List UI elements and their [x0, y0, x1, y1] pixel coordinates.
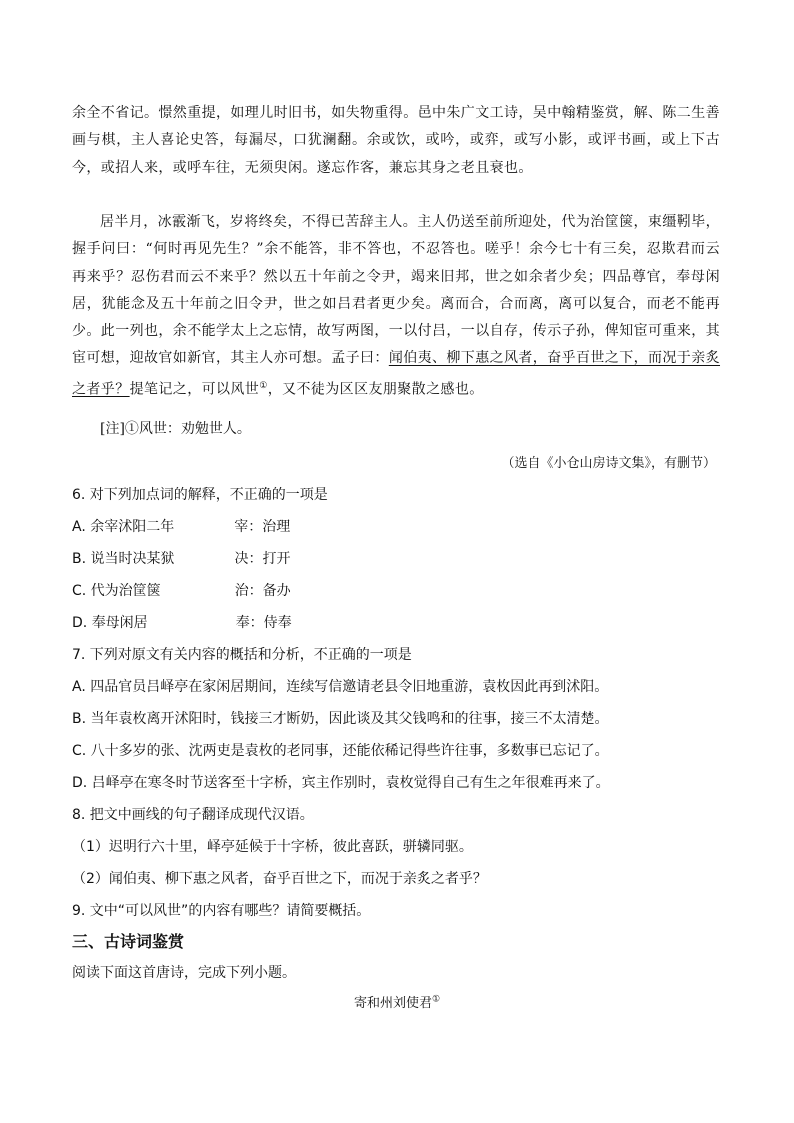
q7-option-b: B. 当年袁枚离开沭阳时，钱接三才断奶，因此谈及其父钱鸣和的往事，接三不太清楚。 — [72, 711, 609, 727]
q8-item-2: （2）闻伯夷、柳下惠之风者，奋乎百世之下，而况于亲炙之者乎？ — [72, 871, 487, 887]
q6-option-a: A. 余宰沭阳二年 宰：治理 — [72, 519, 291, 535]
poem-footnote-mark: ① — [431, 994, 441, 1005]
question-7-stem: 7. 下列对原文有关内容的概括和分析，不正确的一项是 — [72, 647, 412, 663]
question-9-stem: 9. 文中“可以风世”的内容有哪些？请简要概括。 — [72, 903, 371, 919]
passage-paragraph-1 — [72, 100, 720, 182]
passage-text-2b: 提笔记之，可以风世 — [129, 381, 260, 398]
question-8-stem: 8. 把文中画线的句子翻译成现代汉语。 — [72, 807, 314, 823]
q6-option-b: B. 说当时决某狱 决：打开 — [72, 551, 291, 567]
q7-option-c: C. 八十多岁的张、沈两吏是袁枚的老同事，还能依稀记得些许往事，多数事已忘记了。 — [72, 743, 609, 759]
passage-text-1: 余全不省记。憬然重提，如理儿时旧书，如失物重得。邑中朱广文工诗，吴中翰精鉴赏，解、陈二生善画与棋，主人喜论史答，每漏尽，口犹澜翻。余或饮，或吟，或弈，或写小影，或评书画，或上下古今，或招人来，或呼车往，无须臾闲。遂忘作客，兼忘其身之老且衰也。 — [72, 105, 720, 176]
source-citation: （选自《小仓山房诗文集》，有删节） — [501, 456, 716, 471]
passage-paragraph-2 — [72, 209, 720, 404]
q6-option-c: C. 代为治筐箧 治：备办 — [72, 583, 291, 599]
q6-option-d: D. 奉母闲居 奉：侍奉 — [72, 615, 292, 631]
q7-option-a: A. 四品官员吕峄亭在家闲居期间，连续写信邀请老县令旧地重游，袁枚因此再到沭阳。 — [72, 679, 609, 695]
footnote: [注]①风世：劝勉世人。 — [100, 421, 251, 437]
poem-title: 寄和州刘使君① — [353, 994, 441, 1011]
section-intro: 阅读下面这首唐诗，完成下列小题。 — [72, 965, 296, 981]
section-heading: 三、古诗词鉴赏 — [72, 932, 185, 951]
passage-text-2c: ，又不徒为区区友朋聚散之感也。 — [267, 381, 484, 398]
footnote-mark: ① — [259, 380, 268, 391]
passage-text-2: 居半月，冰霰渐飞，岁将终矣，不得已苦辞主人。主人仍送至前所迎处，代为治筐箧，束缰靷毕，握手问曰：“何时再见先生？”余不能答，非不答也，不忍答也。嗟乎！余今七十有三矣，忍欺君而云再来乎？忍伤君而云不来乎？然以五十年前之令尹，竭来旧邦，世之如余者少矣；四品尊官，奉母闲居，犹能念及五十年前之旧令尹，世之如吕君者更少矣。离而合，合而离，离可以复合，而老不能再少。此一列也，余不能学太上之忘情，故写两图，一以付吕，一以自存，传示子孙，俾知宦可重来，其宦可想，迎故官如新官，其主人亦可想。孟子曰： — [72, 214, 720, 367]
q8-item-1: （1）迟明行六十里，峄亭延候于十字桥，彼此喜跃，骈辚同驱。 — [72, 839, 473, 855]
question-6-stem: 6. 对下列加点词的解释，不正确的一项是 — [72, 487, 328, 503]
underlined-sentence: 闻伯夷、柳下惠之风者，奋乎百世之下，而况于亲炙之者乎？ — [72, 350, 721, 398]
q7-option-d: D. 吕峄亭在寒冬时节送客至十字桥，宾主作别时，袁枚觉得自己有生之年很难再来了。 — [72, 775, 610, 791]
